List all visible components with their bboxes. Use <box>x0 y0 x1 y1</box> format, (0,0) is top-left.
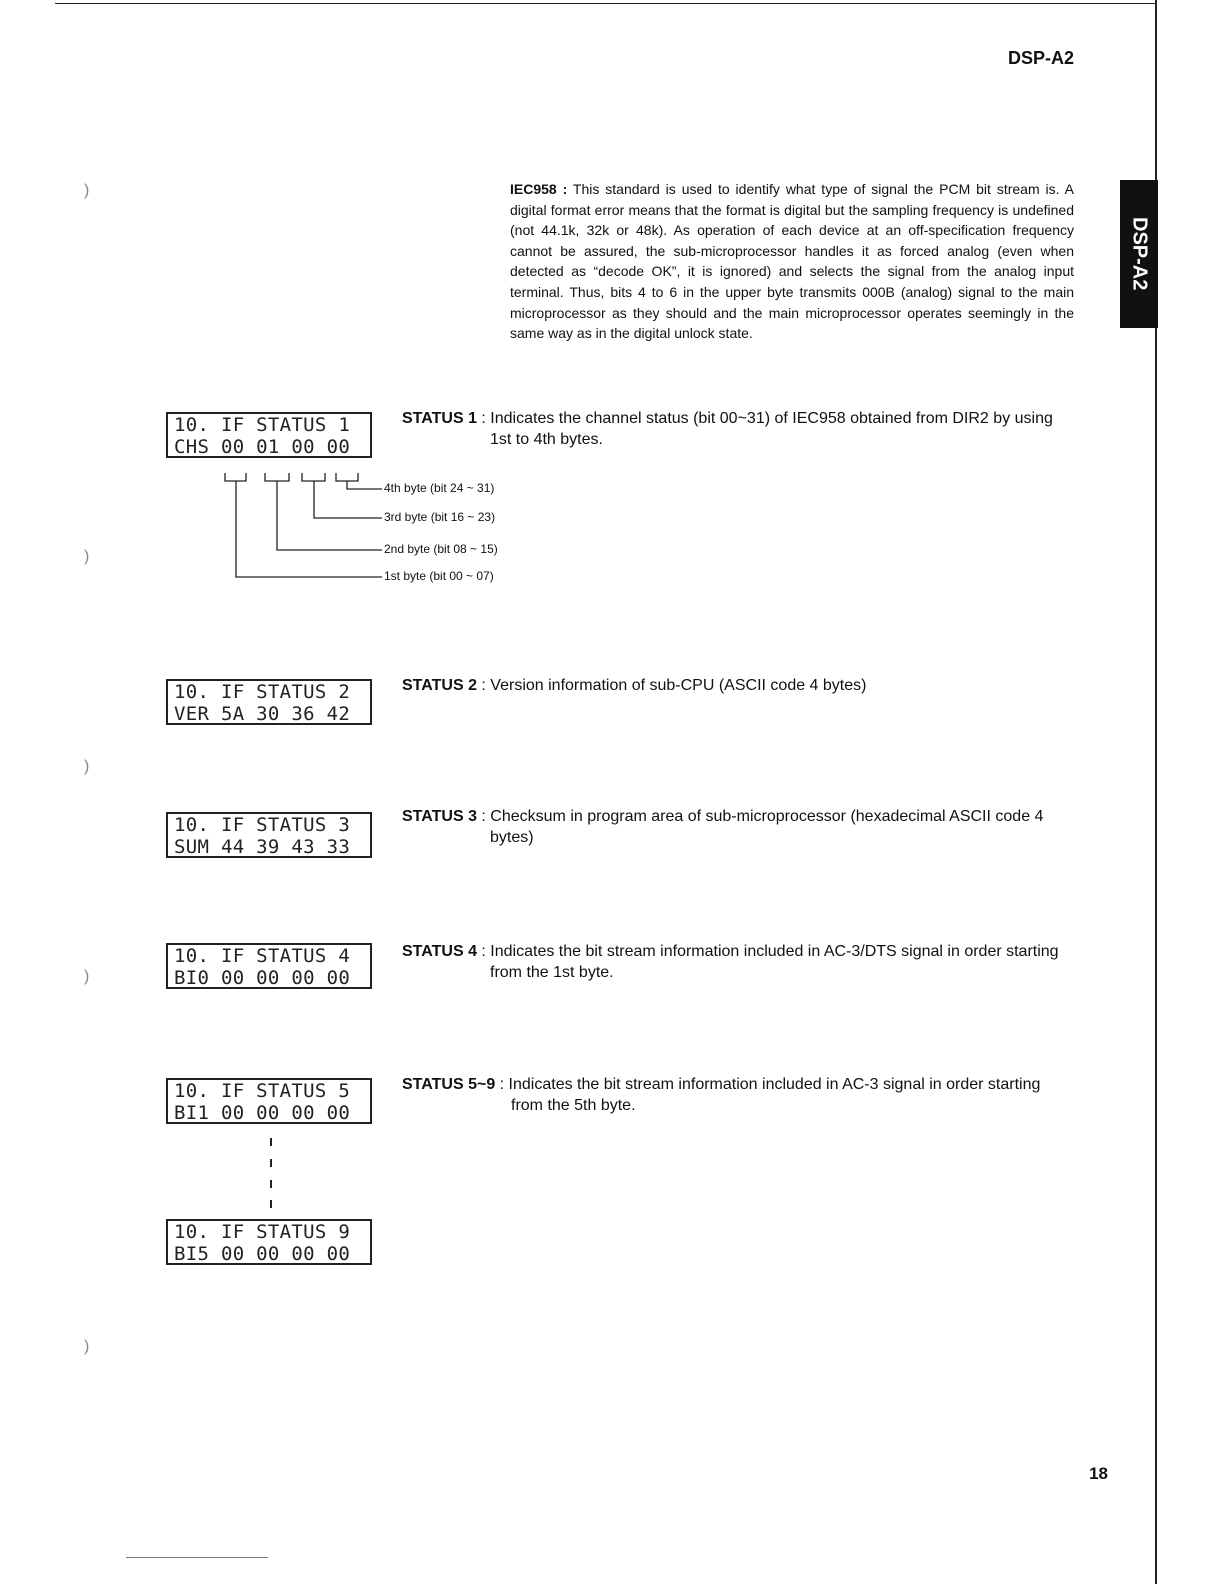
status-5-9-text: : Indicates the bit stream information included in AC-3 signal in order starting <box>495 1076 1041 1093</box>
scan-mark: ) <box>84 758 90 775</box>
lcd-line-2: BI1 00 00 00 00 <box>174 1102 351 1124</box>
status-1-text: : Indicates the channel status (bit 00~31) of IEC958 obtained from DIR2 by using <box>476 410 1053 427</box>
status-4-label: STATUS 4 <box>402 943 477 960</box>
continuation-dot <box>270 1159 272 1167</box>
status-2-description <box>402 676 866 697</box>
byte-label-1st: 1st byte (bit 00 ~ 07) <box>384 569 494 583</box>
bottom-rule <box>126 1557 268 1558</box>
scan-mark: ) <box>84 548 90 565</box>
scan-mark: ) <box>84 1338 90 1355</box>
lcd-line-1: 10. IF STATUS 5 <box>174 1080 351 1102</box>
side-tab <box>1120 180 1158 328</box>
status-1-text-cont: 1st to 4th bytes. <box>490 430 603 448</box>
iec958-text: This standard is used to identify what type of signal the PCM bit stream is. A digital format error means that the format is digital but the sampling frequency is undefined (not 44.1k, 32k or 48k). As operation of each device at an off-specification frequency cannot be assured, the sub-microprocessor handles it as forced analog (even when detected as “decode OK”, it is ignored) and selects the signal from the analog input terminal. Thus, bits 4 to 6 in the upper byte transmits 000B (analog) signal to the main microprocessor as they should and the main microprocessor operates seemingly in the same way as in the digital unlock state. <box>510 181 1075 342</box>
iec958-paragraph <box>510 179 1074 344</box>
status-4-text: : Indicates the bit stream information included in AC-3/DTS signal in order starting <box>476 943 1059 960</box>
iec958-term: IEC958 : <box>510 181 568 197</box>
byte-label-3rd: 3rd byte (bit 16 ~ 23) <box>384 510 496 524</box>
status-1-label: STATUS 1 <box>402 410 477 427</box>
side-tab-label: DSP-A2 <box>1128 217 1151 291</box>
status-3-description <box>402 807 1043 848</box>
lcd-line-2: VER 5A 30 36 42 <box>174 703 351 725</box>
byte-label-4th: 4th byte (bit 24 ~ 31) <box>384 481 495 495</box>
scan-mark: ) <box>84 182 90 199</box>
lcd-line-2: BI0 00 00 00 00 <box>174 967 351 989</box>
status-1-description <box>402 409 1053 450</box>
status-4-description <box>402 942 1059 983</box>
header-model: DSP-A2 <box>1007 48 1074 68</box>
status-3-text: : Checksum in program area of sub-microprocessor (hexadecimal ASCII code 4 <box>476 808 1044 825</box>
status-2-text: : Version information of sub-CPU (ASCII code 4 bytes) <box>476 677 867 694</box>
page-number: 18 <box>1089 1464 1108 1483</box>
lcd-status-2 <box>166 679 372 725</box>
status-5-9-label: STATUS 5~9 <box>402 1076 496 1093</box>
lcd-line-1: 10. IF STATUS 2 <box>174 681 351 703</box>
lcd-status-5 <box>166 1078 372 1124</box>
continuation-dot <box>270 1138 272 1146</box>
status-4-text-cont: from the 1st byte. <box>490 963 614 981</box>
lcd-line-1: 10. IF STATUS 4 <box>174 945 351 967</box>
status-3-text-cont: bytes) <box>490 828 534 846</box>
lcd-line-2: BI5 00 00 00 00 <box>174 1243 351 1265</box>
status-2-label: STATUS 2 <box>402 677 477 694</box>
status-5-9-text-cont: from the 5th byte. <box>511 1096 636 1114</box>
lcd-line-1: 10. IF STATUS 1 <box>174 414 351 436</box>
lcd-line-2: SUM 44 39 43 33 <box>174 836 351 858</box>
lcd-status-4 <box>166 943 372 989</box>
lcd-status-9 <box>166 1219 372 1265</box>
lcd-line-1: 10. IF STATUS 9 <box>174 1221 351 1243</box>
continuation-dot <box>270 1180 272 1188</box>
top-rule <box>55 3 1155 4</box>
lcd-line-1: 10. IF STATUS 3 <box>174 814 351 836</box>
scan-mark: ) <box>84 968 90 985</box>
lcd-line-2: CHS 00 01 00 00 <box>174 436 351 458</box>
lcd-status-3 <box>166 812 372 858</box>
status-3-label: STATUS 3 <box>402 808 477 825</box>
continuation-dot <box>270 1200 272 1208</box>
lcd-status-1 <box>166 412 372 458</box>
status-5-9-description <box>402 1075 1040 1116</box>
byte-label-2nd: 2nd byte (bit 08 ~ 15) <box>384 542 498 556</box>
